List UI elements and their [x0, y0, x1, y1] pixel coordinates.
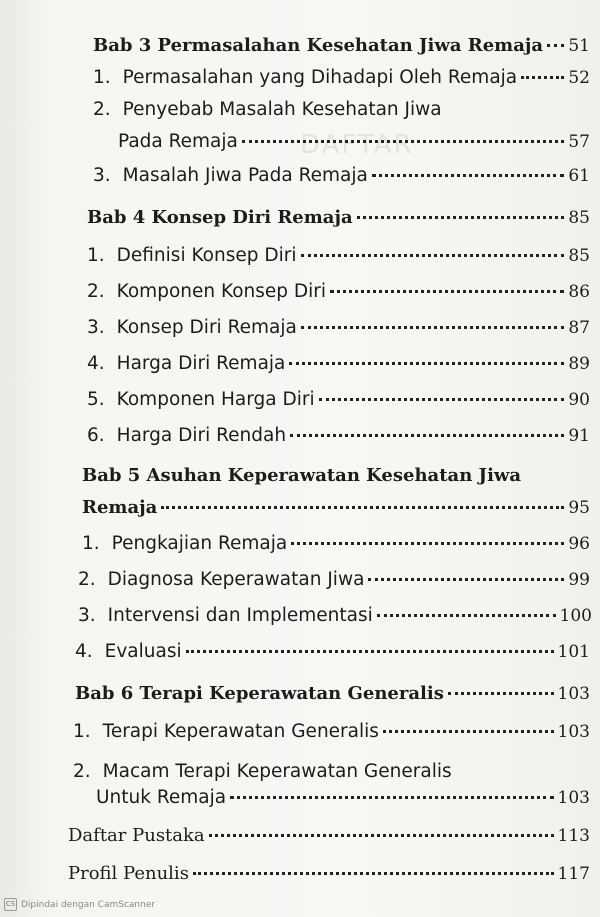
item-number: 6. [87, 425, 105, 446]
item-title-line1: Macam Terapi Keperawatan Generalis [102, 761, 452, 782]
item-number: 2. [87, 281, 105, 302]
item-number: 1. [82, 533, 100, 554]
page-number: 85 [568, 246, 590, 266]
chapter-title-line1: Bab 5 Asuhan Keperawatan Kesehatan Jiwa [82, 465, 522, 486]
page-number: 113 [557, 826, 590, 846]
item-number: 5. [87, 389, 105, 410]
dot-leader [291, 542, 564, 545]
page-number: 89 [568, 354, 590, 374]
item-title: Masalah Jiwa Pada Remaja [122, 165, 368, 186]
toc-entry-5-1[interactable] [82, 532, 590, 556]
toc-entry-3-1[interactable] [93, 66, 590, 90]
dot-leader [193, 872, 554, 875]
dot-leader [521, 76, 564, 79]
page-number: 99 [568, 570, 590, 590]
toc-entry-bab4[interactable] [87, 206, 590, 230]
toc-entry-6-2[interactable] [96, 786, 590, 810]
chapter-title: Bab 6 Terapi Keperawatan Generalis [75, 683, 444, 704]
toc-entry-4-6[interactable] [87, 424, 590, 448]
page-number: 87 [568, 318, 590, 338]
toc-entry-bab5[interactable] [82, 496, 590, 520]
item-title: Definisi Konsep Diri [116, 245, 297, 266]
toc-entry-3-3[interactable] [93, 164, 590, 188]
dot-leader [301, 254, 565, 257]
toc-entry-bab3[interactable] [93, 34, 590, 58]
entry-title: Daftar Pustaka [68, 825, 205, 846]
item-title: Permasalahan yang Dihadapi Oleh Remaja [122, 67, 518, 88]
toc-entry-bab6[interactable] [75, 682, 590, 706]
camscanner-icon: CS [4, 898, 17, 911]
scanner-watermark [4, 898, 155, 911]
item-title: Evaluasi [104, 641, 182, 662]
dot-leader [330, 290, 564, 293]
dot-leader [547, 44, 564, 47]
item-title-line2: Pada Remaja [118, 131, 238, 152]
toc-entry-4-1[interactable] [87, 244, 590, 268]
toc-entry-5-3[interactable] [78, 604, 592, 628]
item-title: Pengkajian Remaja [111, 533, 288, 554]
item-number: 1. [93, 67, 111, 88]
dot-leader [289, 362, 564, 365]
toc-entry-6-1[interactable] [73, 720, 590, 744]
item-number: 4. [87, 353, 105, 374]
dot-leader [357, 216, 565, 219]
item-title: Komponen Harga Diri [116, 389, 315, 410]
item-number: 2. [73, 761, 91, 782]
item-number: 1. [87, 245, 105, 266]
page-number: 86 [568, 282, 590, 302]
page-number: 90 [568, 390, 590, 410]
toc-entry-4-2[interactable] [87, 280, 590, 304]
dot-leader [448, 692, 554, 695]
dot-leader [319, 398, 565, 401]
dot-leader [290, 434, 564, 437]
item-title: Diagnosa Keperawatan Jiwa [107, 569, 365, 590]
item-title: Harga Diri Rendah [116, 425, 287, 446]
dot-leader [372, 174, 565, 177]
toc-entry-profil-penulis[interactable] [68, 862, 590, 886]
item-number: 3. [93, 165, 111, 186]
toc-entry-4-5[interactable] [87, 388, 590, 412]
toc-entry-5-2[interactable] [78, 568, 590, 592]
item-title-line2: Untuk Remaja [96, 787, 227, 808]
page-number: 103 [557, 684, 590, 704]
item-title: Harga Diri Remaja [116, 353, 286, 374]
page-number: 52 [568, 68, 590, 88]
dot-leader [230, 796, 553, 799]
toc-entry-bab5-line1[interactable] [82, 464, 521, 488]
dot-leader [301, 326, 565, 329]
dot-leader [242, 140, 564, 143]
page-number: 95 [568, 498, 590, 518]
page-number: 96 [568, 534, 590, 554]
item-title: Konsep Diri Remaja [116, 317, 297, 338]
item-number: 4. [75, 641, 93, 662]
toc-entry-3-2-line1[interactable] [93, 98, 442, 122]
dot-leader [383, 730, 554, 733]
item-number: 3. [87, 317, 105, 338]
page-number: 61 [568, 166, 590, 186]
dot-leader [186, 650, 554, 653]
dot-leader [377, 614, 556, 617]
toc-entry-4-4[interactable] [87, 352, 590, 376]
toc-entry-4-3[interactable] [87, 316, 590, 340]
toc-entry-daftar-pustaka[interactable] [68, 824, 590, 848]
item-title: Terapi Keperawatan Generalis [102, 721, 379, 742]
toc-entry-6-2-line1[interactable] [73, 760, 452, 784]
page-number: 85 [568, 208, 590, 228]
toc-entry-5-4[interactable] [75, 640, 590, 664]
page-number: 103 [557, 788, 590, 808]
dot-leader [368, 578, 564, 581]
watermark-text: Dipindai dengan CamScanner [21, 899, 156, 910]
entry-title: Profil Penulis [68, 863, 189, 884]
page-number: 51 [568, 36, 590, 56]
bleed-through-text: DAFTAR [300, 130, 414, 160]
chapter-title: Bab 3 Permasalahan Kesehatan Jiwa Remaja [93, 35, 544, 56]
item-title: Komponen Konsep Diri [116, 281, 327, 302]
chapter-title: Bab 4 Konsep Diri Remaja [87, 207, 353, 228]
dot-leader [209, 834, 554, 837]
item-title: Intervensi dan Implementasi [107, 605, 373, 626]
toc-entry-3-2[interactable] [118, 130, 590, 154]
item-number: 2. [93, 99, 111, 120]
page-number: 57 [568, 132, 590, 152]
page-number: 103 [557, 722, 590, 742]
item-number: 2. [78, 569, 96, 590]
item-number: 1. [73, 721, 91, 742]
page-number: 101 [557, 642, 590, 662]
dot-leader [161, 506, 564, 509]
page-number: 91 [568, 426, 590, 446]
chapter-title-line2: Remaja [82, 497, 158, 518]
item-title-line1: Penyebab Masalah Kesehatan Jiwa [122, 99, 442, 120]
page-number: 117 [557, 864, 590, 884]
page-number: 100 [559, 606, 592, 626]
item-number: 3. [78, 605, 96, 626]
